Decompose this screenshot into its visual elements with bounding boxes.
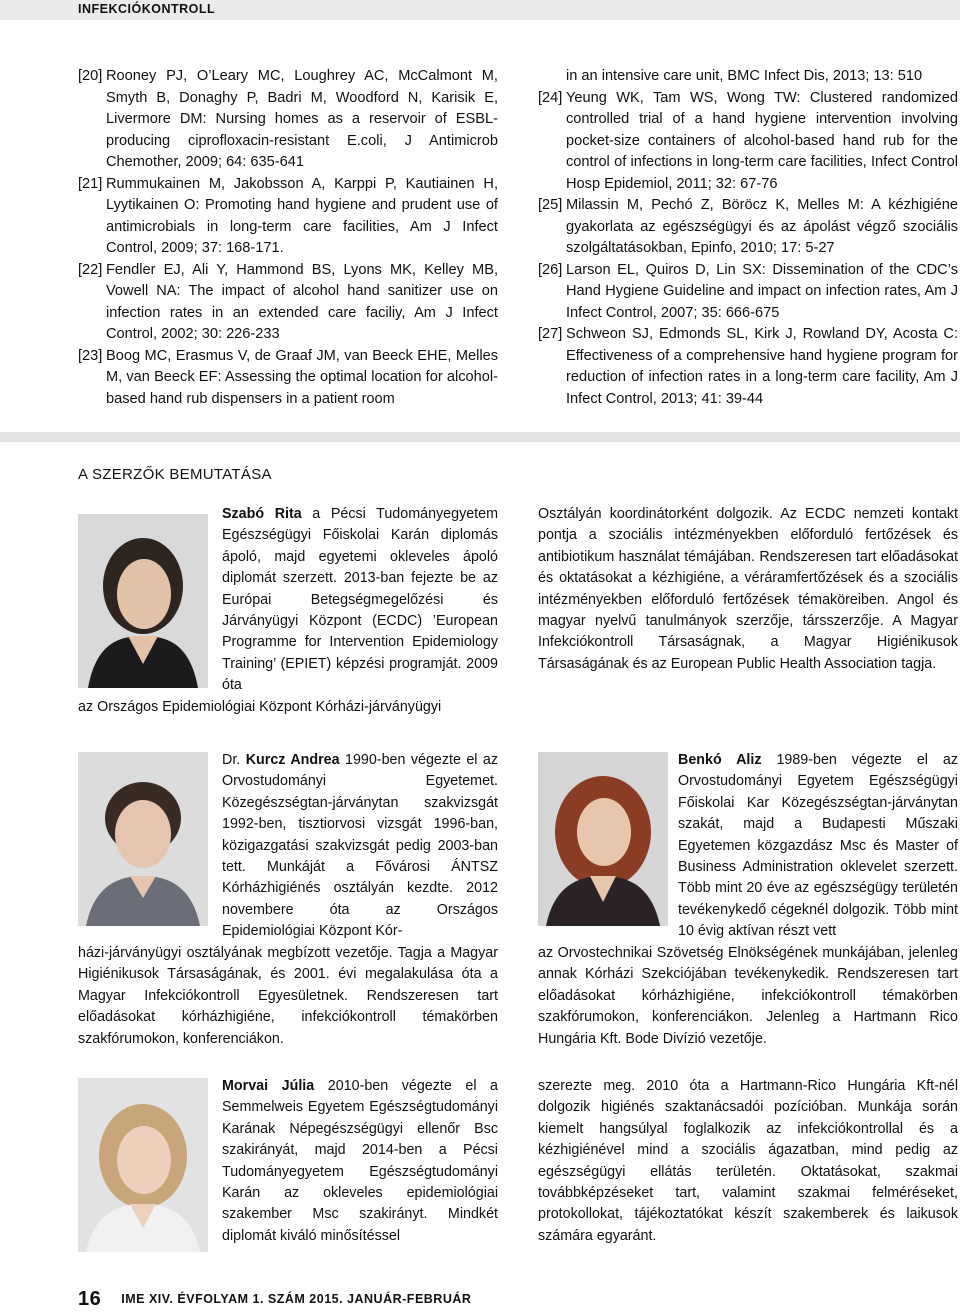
reference-number: [25] (538, 197, 563, 213)
reference-item (538, 88, 958, 196)
author-title: Dr. (222, 752, 246, 768)
author-bio-text: Osztályán koordinátorként dolgozik. Az ECDC nemzeti kontakt pontja a szociális intézményekben előforduló fertőzések és antibiotikum használat témájában. Rendszeresen tart előadásokat és oktatásokat a kézhigiéne, a véráramfertőzések és a szociális intézményekben előforduló fertőzések témaköreiben. Angol és magyar nyelvű tanulmányok szerzője, társszerzője. A Magyar Infekciókontroll Társaságnak, a Magyar Higiénikusok Társaságának és az European Public Health Association tagja. (538, 506, 958, 672)
reference-text: Milassin M, Pechó Z, Böröcz K, Melles M: A kézhigiéne gyakorlata az egészségügyi és az ápolást végző szociális szolgáltatásokban, Epinfo, 2010; 17: 5-27 (566, 197, 958, 256)
reference-item (78, 174, 498, 260)
author-name: Benkó Aliz (678, 752, 762, 768)
reference-text: Boog MC, Erasmus V, de Graaf JM, van Beeck EHE, Melles M, van Beeck EF: Assessing the optimal location for alcohol-based hand rub dispensers in a patient room (106, 347, 498, 407)
section-separator (0, 432, 960, 442)
reference-text: Rooney PJ, O’Leary MC, Loughrey AC, McCalmont M, Smyth B, Donaghy P, Badri M, Woodford N, Karisik E, Livermore DM: Nursing homes as a reservoir of ESBL-producing ciprofloxacin-resistant E.coli, J Antimicrob Chemother, 2009; 64: 635-641 (106, 68, 498, 170)
author-photo-benko (538, 752, 668, 926)
author-bio-text: 2010-ben végezte el a Semmelweis Egyetem Egészségtudományi Karának Népegészségügyi ellenőr Bsc szakirányát, majd 2014-ben a Pécsi Tudományegyetem Egészségtudományi Karán az okleveles epidemiológiai szakember Msc szakirányt. Mindkét diplomát kiváló minősítéssel (222, 1078, 498, 1244)
journal-issue: IME XIV. ÉVFOLYAM 1. SZÁM 2015. JANUÁR-FEBRUÁR (121, 1292, 472, 1306)
reference-number: [27] (538, 326, 563, 342)
author-name: Szabó Rita (222, 506, 302, 522)
author-bio-benko (678, 750, 958, 943)
reference-item (78, 260, 498, 346)
author-bio-morvai-right (538, 1076, 958, 1247)
portrait-icon (78, 514, 208, 688)
reference-item (78, 66, 498, 174)
author-bio-text: az Orvostechnikai Szövetség Elnökségének munkájában, jelenleg annak Kórházi Szekciójában tevékenykedik. Rendszeresen tart előadásokat kórházhigiéne, infekciókontroll témakörben szakfórumokon, konferenciákon. Jelenleg a Hartmann Rico Hungária Kft. Bode Divízió vezetője. (538, 945, 958, 1047)
author-bio-benko-continued (538, 943, 958, 1050)
author-photo-kurcz (78, 752, 208, 926)
author-bio-text: 1990-ben végezte el az Orvostudományi Egyetemet. Közegészségtan-járványtan szakvizsgát 1992-ben, tisztiorvosi vizsgát 1996-ban, közigazgatási szakvizsgát pedig 2003-ban tett. Munkáját a Fővárosi ÁNTSZ Kórházhigiénés osztályán kezdte. 2012 novembere óta az Országos Epidemiológiai Központ Kór- (222, 752, 498, 940)
author-bio-szabo-continued (78, 697, 498, 718)
portrait-icon (78, 752, 208, 926)
portrait-icon (538, 752, 668, 926)
author-photo-morvai (78, 1078, 208, 1252)
author-bio-kurcz (222, 750, 498, 943)
author-bio-text: 1989-ben végezte el az Orvostudományi Egyetem Egészségügyi Főiskolai Kar Közegészségtan-járványtan szakát, majd a Budapesti Műszaki Egyetemen közgazdász Msc és Master of Business Administration oklevelet szerzett. Több mint 20 éve az egészségügy területén tevékenykedő cégeknél dolgozik. Több mint 10 évig aktívan részt vett (678, 752, 958, 940)
reference-item (538, 324, 958, 410)
reference-number: [23] (78, 347, 103, 364)
author-name: Kurcz Andrea (245, 752, 340, 768)
author-bio-kurcz-continued (78, 943, 498, 1050)
reference-number: [21] (78, 175, 103, 192)
reference-continuation (538, 66, 958, 88)
reference-text: Rummukainen M, Jakobsson A, Karppi P, Kautiainen H, Lyytikainen O: Promoting hand hygiene and prudent use of antimicrobials in long-term care facilities, Am J Infect Control, 2009; 37: 168-171. (106, 175, 498, 256)
author-bio-text: a Pécsi Tudományegyetem Egészségügyi Főiskolai Karán diplomás ápoló, majd egyetemi okleveles ápoló diplomát szerzett. 2013-ban fejezte be az Európai Betegségmegelőzési és Járványügyi Központ (ECDC) ’European Programme for Intervention Epidemiology Training’ (EPIET) képzési programját. 2009 óta (222, 506, 499, 694)
references-right-column (538, 66, 958, 410)
author-name: Morvai Júlia (222, 1078, 315, 1094)
reference-text: Schweon SJ, Edmonds SL, Kirk J, Rowland DY, Acosta C: Effectiveness of a comprehensive hand hygiene program for reduction of infection rates in a long-term care facility, Am J Infect Control, 2013; 41: 39-44 (566, 326, 958, 407)
reference-number: [24] (538, 89, 563, 106)
authors-section-title: A SZERZŐK BEMUTATÁSA (78, 466, 272, 483)
reference-item (78, 346, 498, 411)
portrait-icon (78, 1078, 208, 1252)
author-bio-szabo (222, 504, 498, 697)
author-bio-text: házi-járványügyi osztályának megbízott vezetője. Tagja a Magyar Higiénikusok Társaságának, és 2001. évi megalakulása óta a Magyar Infekciókontroll Egyesületnek. Rendszeresen tart előadásokat kórházhigiéne, infekciókontroll témakörben szakfórumokon, konferenciákon. (78, 945, 498, 1047)
reference-text: Fendler EJ, Ali Y, Hammond BS, Lyons MK, Kelley MB, Vowell NA: The impact of alcohol hand sanitizer use on infection rates in an extended care faciliy, Am J Infect Control, 2002; 30: 226-233 (106, 261, 498, 342)
author-bio-morvai (222, 1076, 498, 1247)
author-bio-text: az Országos Epidemiológiai Központ Kórházi-járványügyi (78, 699, 442, 715)
reference-text: Yeung WK, Tam WS, Wong TW: Clustered randomized controlled trial of a hand hygiene intervention involving pocket-size containers of alcohol-based hand rub for the control of infections in long-term care facilities, Infect Control Hosp Epidemiol, 2011; 32: 67-76 (566, 89, 958, 192)
author-bio-text: szerezte meg. 2010 óta a Hartmann-Rico Hungária Kft-nél dolgozik higiénés szaktanácsadói pozícióban. Munkája során kiemelt hangsúlyal foglalkozik az infekciókontrollal és a kézhigiénével mind a szociális ágazatban, mind pedig az egészségügyi ellátás területén. Oktatásokat, szakmai továbbképzéseket tart, valamint szakmai felméréseket, protokollokat, tájékoztatókat készít szakemberek és laikusok számára egyaránt. (538, 1078, 958, 1244)
section-label: INFEKCIÓKONTROLL (78, 2, 216, 16)
reference-item (538, 260, 958, 325)
page-number: 16 (78, 1288, 102, 1310)
author-photo-szabo (78, 514, 208, 688)
reference-number: [26] (538, 261, 563, 278)
page-footer (78, 1288, 471, 1311)
reference-number: [20] (78, 68, 103, 84)
reference-item (538, 195, 958, 260)
references-left-column (78, 66, 498, 410)
author-bio-szabo-right (538, 504, 958, 675)
reference-text: Larson EL, Quiros D, Lin SX: Dissemination of the CDC’s Hand Hygiene Guideline and impact on infection rates, Am J Infect Control, 2007; 35: 666-675 (566, 261, 958, 321)
reference-text: in an intensive care unit, BMC Infect Dis, 2013; 13: 510 (566, 68, 923, 84)
reference-number: [22] (78, 261, 103, 278)
